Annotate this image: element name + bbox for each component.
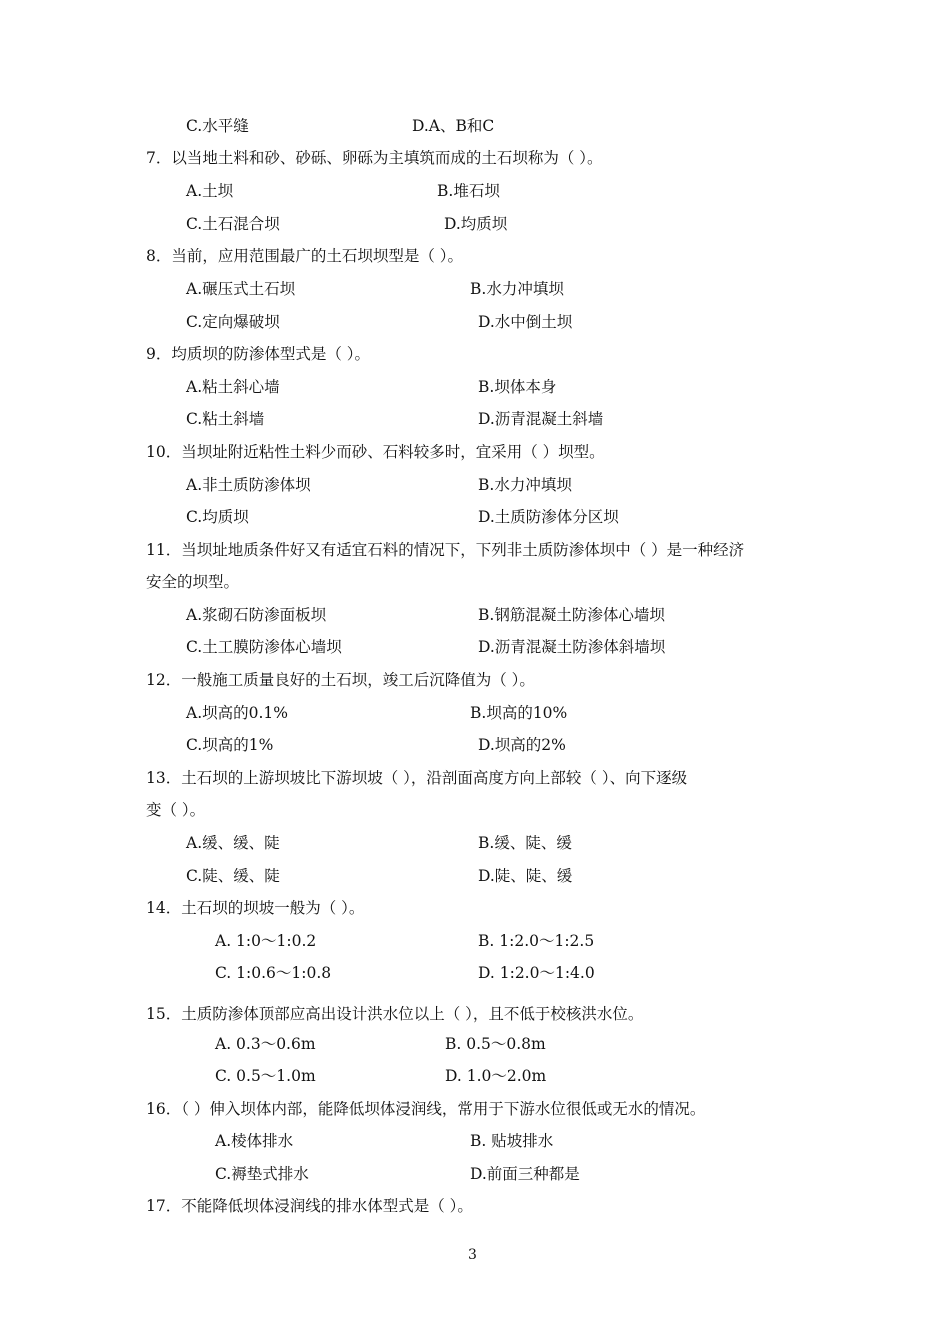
page-number: 3: [468, 1247, 477, 1263]
option-8a: A.碾压式土石坝: [186, 280, 296, 298]
option-9b: B.坝体本身: [478, 378, 557, 396]
question-17: 17．不能降低坝体浸润线的排水体型式是（ ）。: [146, 1197, 473, 1215]
option-11d: D.沥青混凝土防渗体斜墙坝: [478, 638, 666, 656]
option-10a: A.非土质防渗体坝: [186, 476, 311, 494]
option-16d: D.前面三种都是: [470, 1165, 580, 1183]
option-11b: B.钢筋混凝土防渗体心墙坝: [478, 606, 665, 624]
option-13c: C.陡、缓、陡: [186, 867, 280, 885]
option-8b: B.水力冲填坝: [470, 280, 564, 298]
question-7: 7．以当地土料和砂、砂砾、卵砾为主填筑而成的土石坝称为（ ）。: [146, 149, 603, 167]
option-10c: C.均质坝: [186, 508, 249, 526]
option-13a: A.缓、缓、陡: [186, 834, 280, 852]
option-12a: A.坝高的0.1%: [186, 704, 288, 722]
option-7d: D.均质坝: [444, 215, 508, 233]
question-8: 8．当前，应用范围最广的土石坝坝型是（ ）。: [146, 247, 464, 265]
question-11-line-2: 安全的坝型。: [146, 573, 240, 591]
option-11c: C.土工膜防渗体心墙坝: [186, 638, 342, 656]
option-14d: D. 1:2.0～1:4.0: [478, 964, 595, 982]
option-12c: C.坝高的1%: [186, 736, 274, 754]
option-9d: D.沥青混凝土斜墙: [478, 410, 604, 428]
option-16a: A.棱体排水: [215, 1132, 294, 1150]
option-12b: B.坝高的10%: [470, 704, 568, 722]
question-10: 10．当坝址附近粘性土料少而砂、石料较多时，宜采用（ ）坝型。: [146, 443, 605, 461]
option-10d: D.土质防渗体分区坝: [478, 508, 619, 526]
option-10b: B.水力冲填坝: [478, 476, 572, 494]
option-8d: D.水中倒土坝: [478, 313, 573, 331]
option-7c: C.土石混合坝: [186, 215, 280, 233]
question-9: 9．均质坝的防渗体型式是（ ）。: [146, 345, 371, 363]
option-15c: C. 0.5～1.0m: [215, 1067, 316, 1085]
question-11-line-1: 11．当坝址地质条件好又有适宜石料的情况下，下列非土质防渗体坝中（ ）是一种经济: [146, 541, 745, 559]
option-14a: A. 1:0～1:0.2: [215, 932, 317, 950]
option-15b: B. 0.5～0.8m: [445, 1035, 546, 1053]
option-16b: B. 贴坡排水: [470, 1132, 554, 1150]
option-8c: C.定向爆破坝: [186, 313, 280, 331]
option-9a: A.粘土斜心墙: [186, 378, 280, 396]
option-9c: C.粘土斜墙: [186, 410, 265, 428]
option-11a: A.浆砌石防渗面板坝: [186, 606, 327, 624]
option-14b: B. 1:2.0～1:2.5: [478, 932, 595, 950]
question-13-line-1: 13．土石坝的上游坝坡比下游坝坡（ ），沿剖面高度方向上部较（ ）、向下逐级: [146, 769, 688, 787]
option-16c: C.褥垫式排水: [215, 1165, 309, 1183]
option-15d: D. 1.0～2.0m: [445, 1067, 547, 1085]
option-7b: B.堆石坝: [437, 182, 500, 200]
question-12: 12．一般施工质量良好的土石坝，竣工后沉降值为（ ）。: [146, 671, 535, 689]
option-13b: B.缓、陡、缓: [478, 834, 572, 852]
option-12d: D.坝高的2%: [478, 736, 566, 754]
question-14: 14．土石坝的坝坡一般为（ ）。: [146, 899, 365, 917]
option-7a: A.土坝: [186, 182, 234, 200]
question-13-line-2: 变（ ）。: [146, 801, 206, 819]
question-15: 15．土质防渗体顶部应高出设计洪水位以上（ ），且不低于校核洪水位。: [146, 1005, 644, 1023]
option-6c: C.水平缝: [186, 117, 249, 135]
option-14c: C. 1:0.6～1:0.8: [215, 964, 332, 982]
option-6d: D.A、B和C: [412, 117, 495, 135]
question-16: 16．（ ）伸入坝体内部，能降低坝体浸润线，常用于下游水位很低或无水的情况。: [146, 1100, 706, 1118]
option-15a: A. 0.3～0.6m: [215, 1035, 316, 1053]
option-13d: D.陡、陡、缓: [478, 867, 573, 885]
